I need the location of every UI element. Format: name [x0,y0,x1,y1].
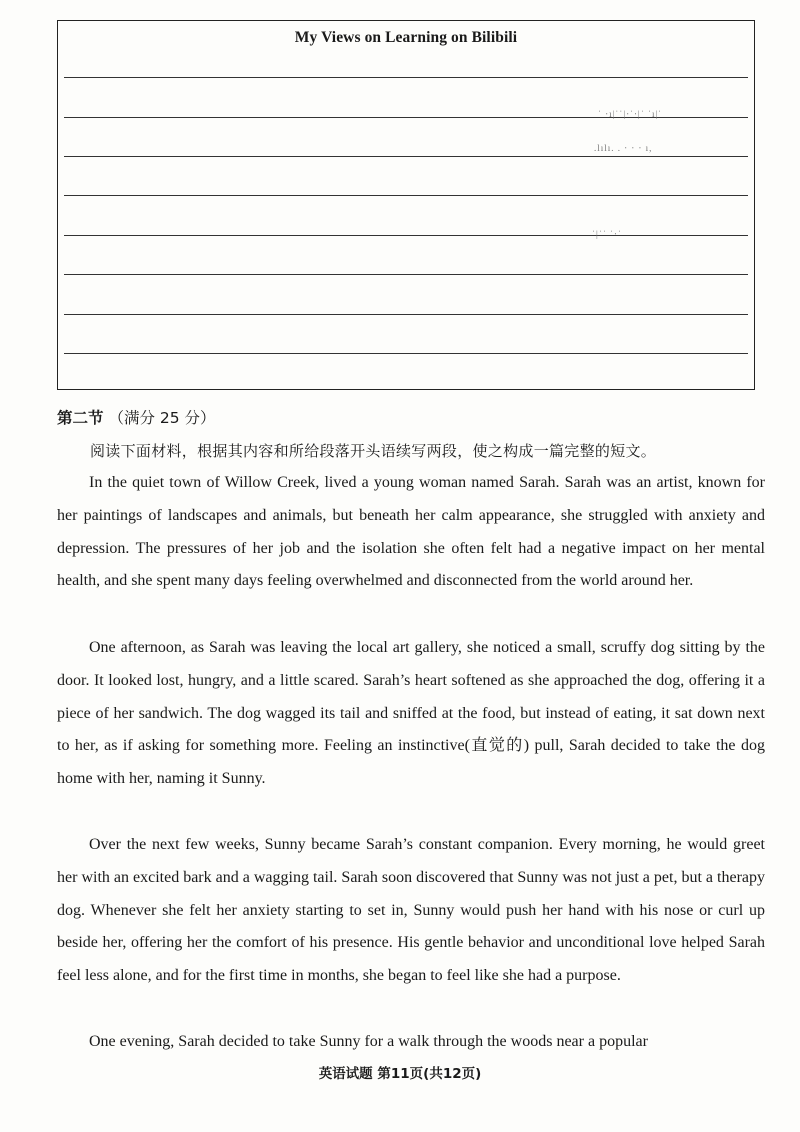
pencil-marks: ˈ|ˈˈ ˈ‧ˈ [592,229,622,239]
writing-line[interactable] [64,274,748,275]
passage-paragraph-4: One evening, Sarah decided to take Sunny for a walk through the woods near a popular [89,1033,648,1050]
pencil-marks: .lılı. . ‧ ‧ ‧ ı, [594,143,653,153]
writing-line[interactable] [64,353,748,354]
passage-paragraph-1: In the quiet town of Willow Creek, lived a young woman named Sarah. Sarah was an artist, known for her paintings of landscapes and animals, but beneath her calm appearance, she struggled with anxiety and depression. The pressures of her job and the isolation she often felt had a negative impact on her mental health, and she spent many days feeling overwhelmed and disconnected from the world around her. [57,474,765,590]
section-score: （满分 25 分） [108,409,216,427]
passage-paragraph-3: Over the next few weeks, Sunny became Sarah’s constant companion. Every morning, he would greet her with an excited bark and a wagging tail. Sarah soon discovered that Sunny was not just a pet, but a therapy dog. Whenever she felt her anxiety starting to set in, Sunny would push her hand with his nose or curl up beside her, offering her the comfort of his presence. His gentle behavior and unconditional love helped Sarah feel less alone, and for the first time in months, she began to feel like she had a purpose. [57,836,765,985]
writing-box [57,20,755,390]
writing-line[interactable] [64,156,748,157]
writing-title: My Views on Learning on Bilibili [294,29,518,46]
pencil-marks: ˈ ‧ı|ˈˈ|‧ˈ‧|ˈ ˈı|ˈ [598,109,663,119]
section-heading [57,406,216,428]
section-label: 第二节 [57,409,104,427]
page-footer: 英语试题 第11页(共12页) [318,1066,482,1082]
writing-line[interactable] [64,195,748,196]
writing-line[interactable] [64,314,748,315]
section-instruction: 阅读下面材料，根据其内容和所给段落开头语续写两段，使之构成一篇完整的短文。 [90,442,657,460]
writing-line[interactable] [64,235,748,236]
passage-paragraph-2: One afternoon, as Sarah was leaving the local art gallery, she noticed a small, scruffy dog sitting by the door. It looked lost, hungry, and a little scared. Sarah’s heart softened as she approached the dog, offering it a piece of her sandwich. The dog wagged its tail and sniffed at the food, but instead of eating, it sat down next to her, as if asking for something more. Feeling an instinctive(直觉的) pull, Sarah decided to take the dog home with her, naming it Sunny. [57,639,765,788]
writing-line[interactable] [64,77,748,78]
